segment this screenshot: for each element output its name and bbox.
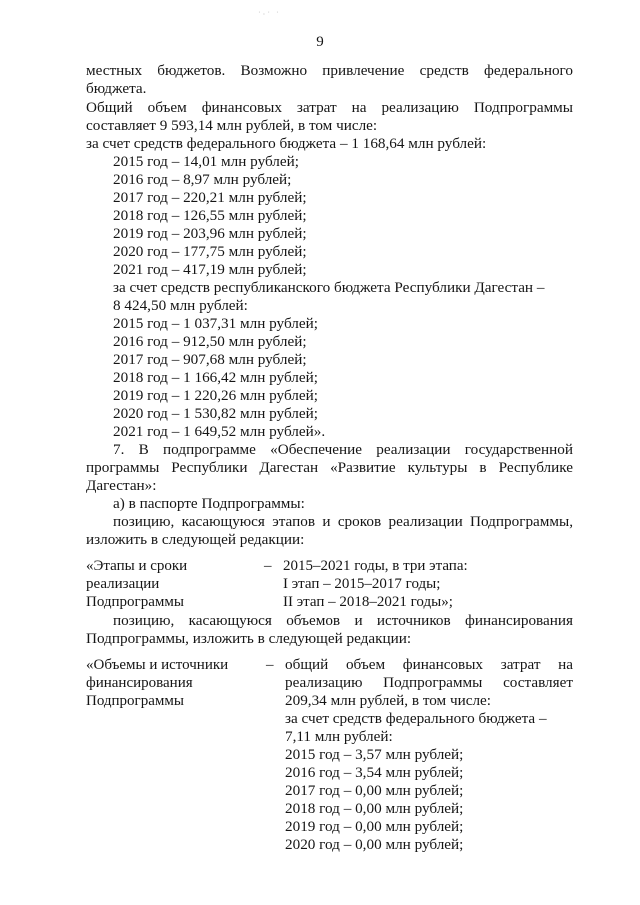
item-7-line: программы Республики Дагестан «Развитие культуры в Республике xyxy=(86,459,573,476)
page-number: 9 xyxy=(316,34,324,50)
table-dash: – xyxy=(266,657,274,673)
item-7-line: 7. В подпрограмме «Обеспечение реализации государственной xyxy=(113,441,573,458)
paragraph-line: позицию, касающуюся объемов и источников финансирования xyxy=(113,612,573,629)
year-amount: 2016 год – 3,54 млн рублей; xyxy=(285,764,464,781)
table-value: 7,11 млн рублей: xyxy=(285,728,393,745)
table-label: «Этапы и сроки xyxy=(86,558,188,574)
table-value: 209,34 млн рублей, в том числе: xyxy=(285,692,492,709)
table-value: реализацию Подпрограммы составляет xyxy=(285,674,573,691)
year-amount: 2019 год – 203,96 млн рублей; xyxy=(113,225,307,242)
year-amount: 2018 год – 126,55 млн рублей; xyxy=(113,207,307,224)
table-label: реализации xyxy=(86,576,160,592)
table-value: общий объем финансовых затрат на xyxy=(285,656,573,673)
table-value: II этап – 2018–2021 годы»; xyxy=(283,594,453,610)
year-amount: 2015 год – 14,01 млн рублей; xyxy=(113,153,299,170)
subitem-a: а) в паспорте Подпрограммы: xyxy=(113,495,305,512)
republic-budget-total: 8 424,50 млн рублей: xyxy=(113,297,248,314)
year-amount: 2015 год – 3,57 млн рублей; xyxy=(285,746,464,763)
paragraph-line: бюджета. xyxy=(86,80,147,97)
year-amount: 2016 год – 8,97 млн рублей; xyxy=(113,171,292,188)
table-label: финансирования xyxy=(86,675,193,691)
year-amount: 2016 год – 912,50 млн рублей; xyxy=(113,333,307,350)
year-amount: 2017 год – 220,21 млн рублей; xyxy=(113,189,307,206)
federal-budget-heading: за счет средств федерального бюджета – 1 168,64 млн рублей: xyxy=(86,135,487,152)
year-amount: 2018 год – 0,00 млн рублей; xyxy=(285,800,464,817)
year-amount: 2019 год – 1 220,26 млн рублей; xyxy=(113,387,318,404)
paragraph-line: местных бюджетов. Возможно привлечение средств федерального xyxy=(86,62,573,79)
year-amount: 2015 год – 1 037,31 млн рублей; xyxy=(113,315,318,332)
paragraph-line: изложить в следующей редакции: xyxy=(86,531,305,548)
paragraph-line: Общий объем финансовых затрат на реализацию Подпрограммы xyxy=(86,99,573,116)
year-amount: 2019 год – 0,00 млн рублей; xyxy=(285,818,464,835)
table-label: Подпрограммы xyxy=(86,693,184,709)
table-value: за счет средств федерального бюджета – xyxy=(285,710,547,727)
year-amount: 2018 год – 1 166,42 млн рублей; xyxy=(113,369,318,386)
year-amount: 2020 год – 177,75 млн рублей; xyxy=(113,243,307,260)
paragraph-line: составляет 9 593,14 млн рублей, в том числе: xyxy=(86,117,378,134)
scan-artifact: ˙·˙ ˙ xyxy=(258,10,281,19)
year-amount: 2020 год – 1 530,82 млн рублей; xyxy=(113,405,318,422)
table-dash: – xyxy=(264,558,272,574)
year-amount: 2021 год – 417,19 млн рублей; xyxy=(113,261,307,278)
year-amount: 2021 год – 1 649,52 млн рублей». xyxy=(113,423,326,440)
republic-budget-heading: за счет средств республиканского бюджета Республики Дагестан – xyxy=(113,279,545,296)
table-label: «Объемы и источники xyxy=(86,657,229,673)
paragraph-line: Подпрограммы, изложить в следующей редакции: xyxy=(86,630,412,647)
paragraph-line: позицию, касающуюся этапов и сроков реализации Подпрограммы, xyxy=(113,513,573,530)
year-amount: 2017 год – 0,00 млн рублей; xyxy=(285,782,464,799)
table-value: 2015–2021 годы, в три этапа: xyxy=(283,558,468,574)
table-value: I этап – 2015–2017 годы; xyxy=(283,576,441,592)
year-amount: 2017 год – 907,68 млн рублей; xyxy=(113,351,307,368)
item-7-line: Дагестан»: xyxy=(86,477,157,494)
year-amount: 2020 год – 0,00 млн рублей; xyxy=(285,836,464,853)
table-label: Подпрограммы xyxy=(86,594,184,610)
